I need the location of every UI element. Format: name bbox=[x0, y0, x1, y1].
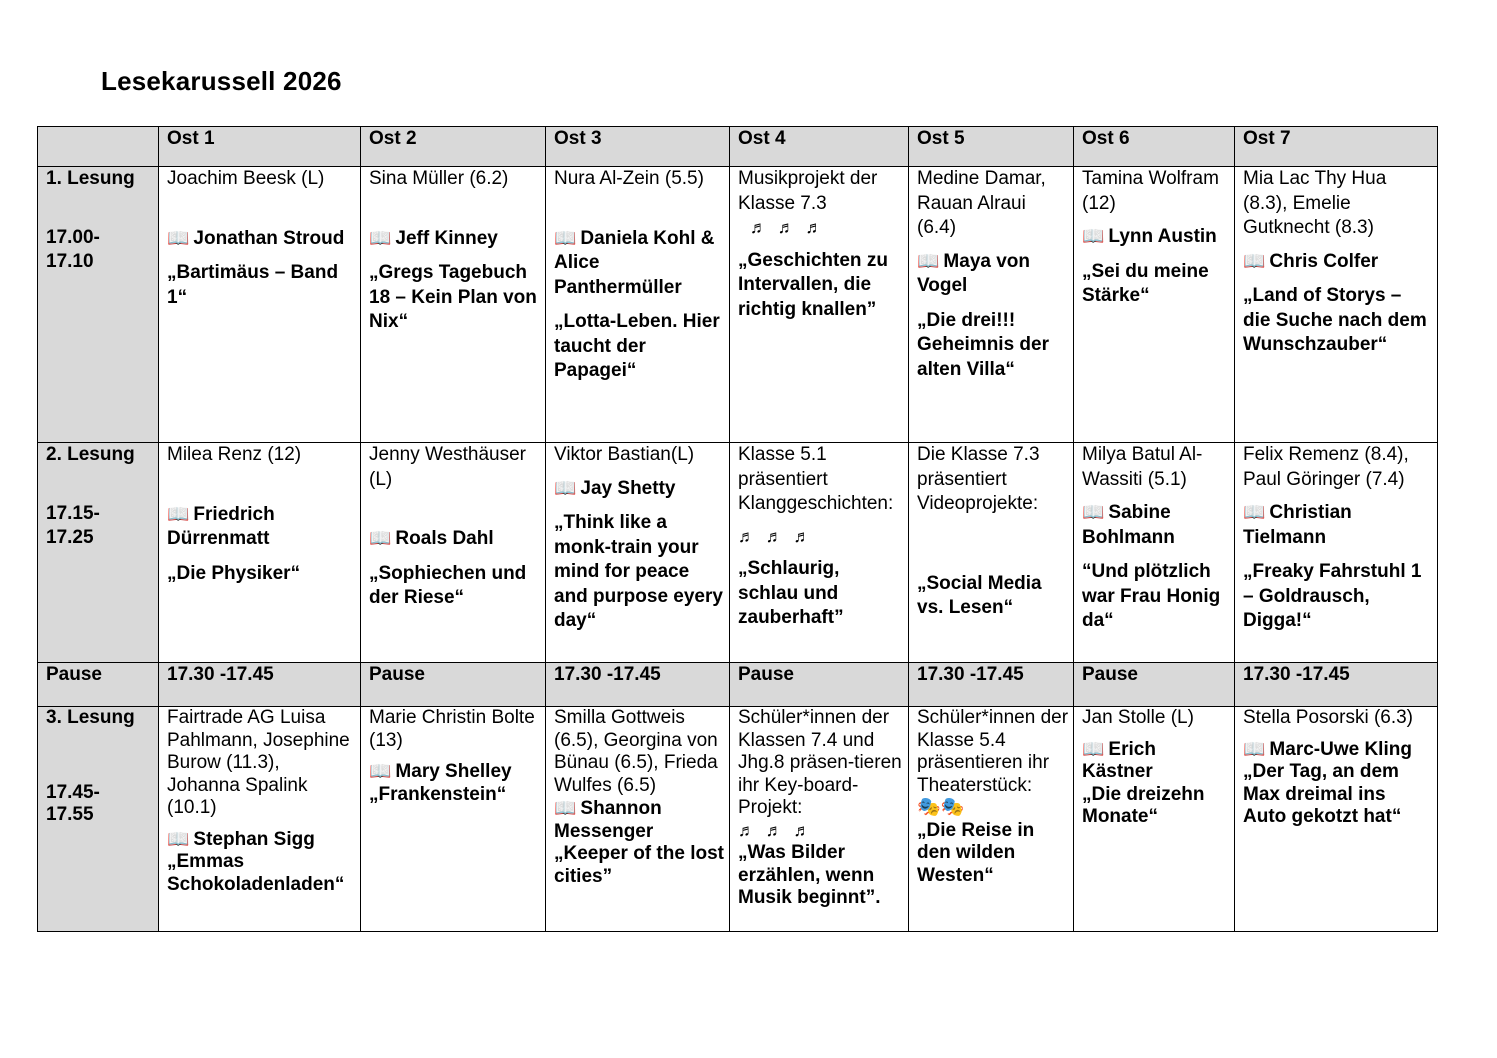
cell-r1-ost5 bbox=[909, 167, 1074, 443]
book-icon: 📖 bbox=[1243, 250, 1266, 271]
author: Erich Kästner bbox=[1082, 738, 1156, 782]
author: Roals Dahl bbox=[395, 528, 494, 549]
book-icon: 📖 bbox=[369, 761, 392, 781]
cell-r1-ost7 bbox=[1235, 167, 1438, 443]
cell-r3-ost6 bbox=[1074, 707, 1235, 932]
pause-cell-ost5: 17.30 -17.45 bbox=[909, 663, 1074, 707]
theater-masks-icon: 🎭🎭 bbox=[917, 797, 965, 818]
book-title: „Geschichten zu Intervallen, die richtig knallen” bbox=[738, 249, 888, 320]
book-icon: 📖 bbox=[167, 227, 190, 248]
column-header-ost-5: Ost 5 bbox=[909, 127, 1074, 167]
author: Stephan Sigg bbox=[193, 828, 315, 850]
book-title: „Die Physiker“ bbox=[167, 562, 301, 584]
book-icon: 📖 bbox=[369, 528, 392, 548]
book-title: „Bartimäus – Band 1“ bbox=[167, 262, 339, 308]
pause-cell-ost1: 17.30 -17.45 bbox=[159, 663, 361, 707]
column-header-ost-2: Ost 2 bbox=[361, 127, 546, 167]
reader: Marie Christin Bolte (13) bbox=[369, 707, 535, 751]
book-title: „Die Reise in den wilden Westen“ bbox=[917, 819, 1035, 886]
music-notes-icon: ♬ ♬ ♬ bbox=[750, 218, 826, 237]
reader: Fairtrade AG Luisa Pahlmann, Josephine Burow (11.3), Johanna Spalink (10.1) bbox=[167, 707, 350, 818]
reader: Jan Stolle (L) bbox=[1082, 707, 1194, 728]
book-icon: 📖 bbox=[554, 477, 577, 498]
cell-r1-ost3 bbox=[546, 167, 730, 443]
book-icon: 📖 bbox=[1243, 738, 1266, 759]
page-title: Lesekarussell 2026 bbox=[101, 66, 342, 96]
cell-r3-ost7 bbox=[1235, 707, 1438, 932]
author: Chris Colfer bbox=[1269, 250, 1379, 272]
author: Friedrich Dürrenmatt bbox=[167, 503, 275, 549]
book-icon: 📖 bbox=[554, 227, 577, 248]
cell-r1-ost4 bbox=[730, 167, 909, 443]
book-title: „Keeper of the lost cities” bbox=[554, 843, 724, 887]
cell-r1-ost2 bbox=[361, 167, 546, 443]
reader: Sina Müller (6.2) bbox=[369, 168, 509, 189]
book-title: „Social Media vs. Lesen“ bbox=[917, 572, 1042, 618]
cell-r3-ost4 bbox=[730, 707, 909, 932]
cell-r1-ost6 bbox=[1074, 167, 1235, 443]
book-title: „Gregs Tagebuch 18 – Kein Plan von Nix“ bbox=[369, 262, 537, 332]
book-icon: 📖 bbox=[1082, 226, 1105, 246]
book-title: „Was Bilder erzählen, wenn Musik beginnt”. bbox=[738, 842, 881, 908]
book-icon: 📖 bbox=[1082, 502, 1105, 522]
music-notes-icon: ♬ ♬ ♬ bbox=[738, 820, 814, 840]
reader: Schüler*innen der Klassen 7.4 und Jhg.8 präsen-tieren ihr Key-board-Projekt: bbox=[738, 707, 902, 818]
reading-schedule-table bbox=[37, 126, 1438, 932]
book-title: „Land of Storys – die Suche nach dem Wunschzauber“ bbox=[1243, 285, 1427, 355]
row-time: 17.00-17.10 bbox=[46, 226, 100, 272]
cell-r3-ost3 bbox=[546, 707, 730, 932]
author: Marc-Uwe Kling bbox=[1269, 738, 1412, 760]
book-icon: 📖 bbox=[917, 250, 940, 271]
book-icon: 📖 bbox=[554, 798, 577, 818]
book-title: „Die drei!!! Geheimnis der alten Villa“ bbox=[917, 309, 1049, 380]
reader: Viktor Bastian(L) bbox=[554, 444, 695, 465]
row-header-2 bbox=[38, 443, 159, 663]
reader: Musikprojekt der Klasse 7.3 bbox=[738, 168, 878, 214]
reader: Mia Lac Thy Hua (8.3), Emelie Gutknecht (8.3) bbox=[1243, 168, 1387, 238]
author: Jay Shetty bbox=[580, 477, 676, 499]
column-header-ost-1: Ost 1 bbox=[159, 127, 361, 167]
cell-r2-ost7 bbox=[1235, 443, 1438, 663]
reader: Smilla Gottweis (6.5), Georgina von Bünau (6.5), Frieda Wulfes (6.5) bbox=[554, 707, 718, 796]
author: Lynn Austin bbox=[1108, 226, 1217, 247]
book-title: „Think like a monk-train your mind for peace and purpose eyery day“ bbox=[554, 512, 723, 631]
cell-r2-ost2 bbox=[361, 443, 546, 663]
reader: Jenny Westhäuser (L) bbox=[369, 444, 527, 490]
reader: Die Klasse 7.3 präsentiert Videoprojekte: bbox=[917, 444, 1040, 514]
author: Christian Tielmann bbox=[1243, 502, 1352, 548]
book-title: „Lotta-Leben. Hier taucht der Papagei“ bbox=[554, 311, 720, 381]
reading-row-1 bbox=[38, 167, 1438, 443]
book-title: „Die dreizehn Monate“ bbox=[1082, 783, 1205, 827]
book-title: „Der Tag, an dem Max dreimal ins Auto gekotzt hat“ bbox=[1243, 761, 1402, 827]
author: Mary Shelley bbox=[395, 761, 512, 782]
reading-row-3 bbox=[38, 707, 1438, 932]
book-title: „Emmas Schokoladenladen“ bbox=[167, 851, 345, 895]
row-label: 3. Lesung bbox=[46, 707, 135, 728]
cell-r2-ost5 bbox=[909, 443, 1074, 663]
author: Jeff Kinney bbox=[395, 227, 498, 249]
reader: Felix Remenz (8.4), Paul Göringer (7.4) bbox=[1243, 444, 1409, 490]
reader: Medine Damar, Rauan Alraui (6.4) bbox=[917, 168, 1046, 238]
book-title: „Frankenstein“ bbox=[369, 783, 507, 805]
author: Jonathan Stroud bbox=[193, 227, 345, 249]
reader: Milya Batul Al-Wassiti (5.1) bbox=[1082, 444, 1203, 490]
author: Daniela Kohl & Alice Panthermüller bbox=[554, 227, 715, 298]
book-title: “Und plötzlich war Frau Honig da“ bbox=[1082, 561, 1221, 631]
column-header-ost-4: Ost 4 bbox=[730, 127, 909, 167]
column-header-ost-6: Ost 6 bbox=[1074, 127, 1235, 167]
music-notes-icon: ♬ ♬ ♬ bbox=[738, 526, 814, 546]
cell-r3-ost5 bbox=[909, 707, 1074, 932]
cell-r1-ost1 bbox=[159, 167, 361, 443]
reader: Tamina Wolfram (12) bbox=[1082, 168, 1219, 214]
pause-cell-ost2: Pause bbox=[361, 663, 546, 707]
corner-cell bbox=[38, 127, 159, 167]
book-icon: 📖 bbox=[167, 828, 190, 849]
pause-cell-ost4: Pause bbox=[730, 663, 909, 707]
book-title: „Sophiechen und der Riese“ bbox=[369, 562, 527, 608]
column-header-ost-3: Ost 3 bbox=[546, 127, 730, 167]
pause-label: Pause bbox=[38, 663, 159, 707]
reader: Schüler*innen der Klasse 5.4 präsentieren ihr Theaterstück: bbox=[917, 707, 1069, 796]
pause-cell-ost7: 17.30 -17.45 bbox=[1235, 663, 1438, 707]
book-icon: 📖 bbox=[1082, 738, 1105, 759]
header-row bbox=[38, 127, 1438, 167]
pause-cell-ost3: 17.30 -17.45 bbox=[546, 663, 730, 707]
row-header-1 bbox=[38, 167, 159, 443]
author: Sabine Bohlmann bbox=[1082, 502, 1175, 548]
pause-row bbox=[38, 663, 1438, 707]
reading-row-2 bbox=[38, 443, 1438, 663]
row-time: 17.15-17.25 bbox=[46, 502, 100, 548]
row-header-3 bbox=[38, 707, 159, 932]
cell-r2-ost3 bbox=[546, 443, 730, 663]
cell-r2-ost1 bbox=[159, 443, 361, 663]
cell-r2-ost6 bbox=[1074, 443, 1235, 663]
author: Maya von Vogel bbox=[917, 250, 1031, 296]
cell-r2-ost4 bbox=[730, 443, 909, 663]
row-time: 17.45-17.55 bbox=[46, 781, 100, 825]
pause-cell-ost6: Pause bbox=[1074, 663, 1235, 707]
column-header-ost-7: Ost 7 bbox=[1235, 127, 1438, 167]
cell-r3-ost2 bbox=[361, 707, 546, 932]
book-title: „Freaky Fahrstuhl 1 – Goldrausch, Digga!“ bbox=[1243, 561, 1422, 631]
book-title: „Schlaurig, schlau und zauberhaft” bbox=[738, 558, 844, 628]
book-icon: 📖 bbox=[369, 227, 392, 248]
row-label: 1. Lesung bbox=[46, 168, 135, 189]
reader: Milea Renz (12) bbox=[167, 444, 302, 465]
reader: Joachim Beesk (L) bbox=[167, 168, 325, 189]
row-label: 2. Lesung bbox=[46, 444, 135, 465]
book-icon: 📖 bbox=[167, 503, 190, 524]
book-icon: 📖 bbox=[1243, 502, 1266, 522]
cell-r3-ost1 bbox=[159, 707, 361, 932]
reader: Nura Al-Zein (5.5) bbox=[554, 168, 704, 189]
reader: Stella Posorski (6.3) bbox=[1243, 707, 1414, 728]
reader: Klasse 5.1 präsentiert Klanggeschichten: bbox=[738, 444, 894, 514]
author: Shannon Messenger bbox=[554, 798, 662, 842]
book-title: „Sei du meine Stärke“ bbox=[1082, 260, 1209, 306]
